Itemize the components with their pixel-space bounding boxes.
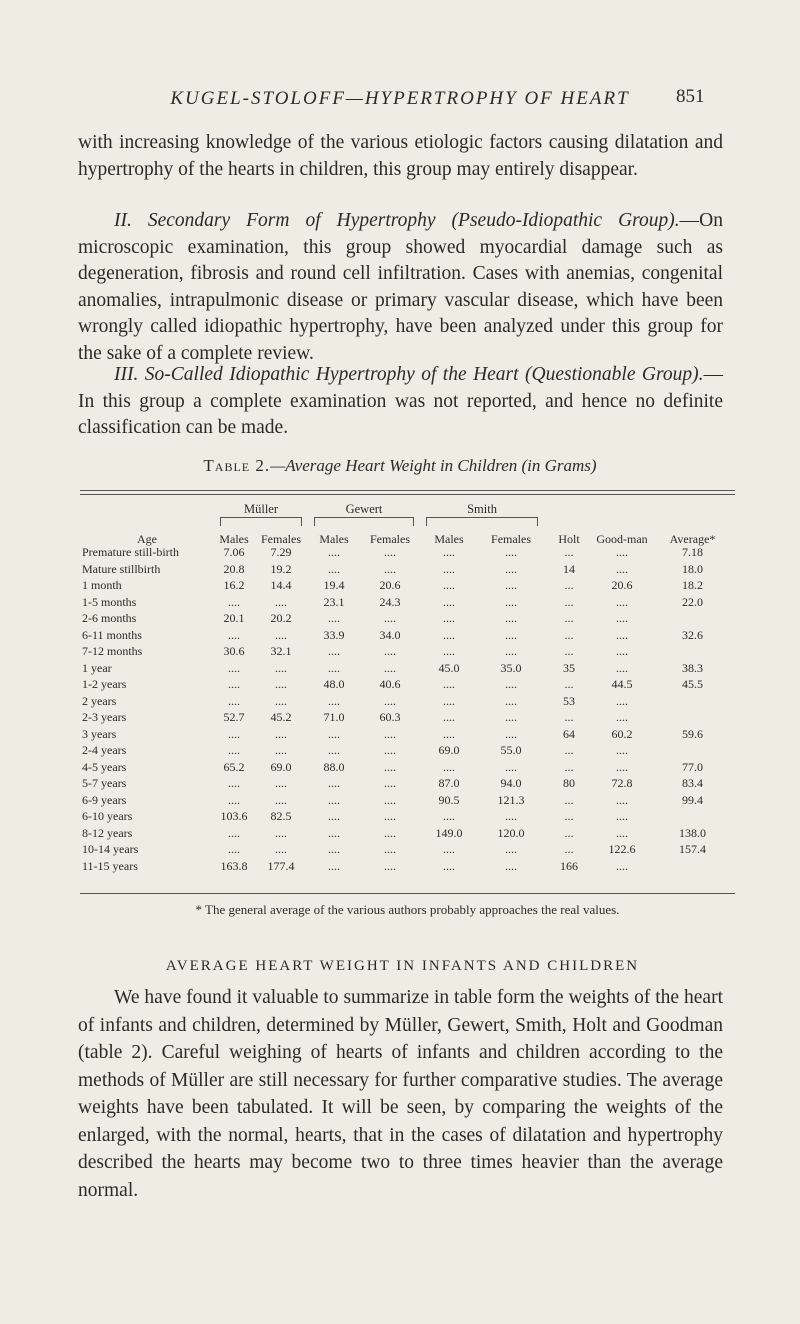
value-cell: ....	[505, 578, 518, 592]
group-brace	[426, 517, 538, 526]
table-footnote: * The general average of the various authors probably approaches the real values.	[195, 902, 620, 917]
value-cell: 19.2	[270, 561, 292, 576]
value-cell: 163.8	[220, 858, 248, 873]
age-cell: 2-6 months	[82, 611, 137, 625]
column-header: Holt	[558, 532, 580, 546]
age-cell: 6-9 years	[82, 792, 127, 807]
table-row	[80, 546, 735, 563]
value-cell: 88.0	[323, 759, 345, 774]
value-cell: ....	[384, 776, 396, 790]
table-row	[80, 744, 735, 761]
value-cell: ....	[616, 693, 629, 708]
value-cell: ....	[228, 693, 240, 708]
value-cell: ....	[505, 594, 518, 609]
value-cell: 157.4	[679, 842, 707, 856]
value-cell: ....	[384, 858, 396, 873]
column-header: Good-man	[596, 532, 648, 546]
value-cell: ....	[328, 644, 340, 658]
value-cell: ....	[616, 627, 629, 642]
value-cell: ....	[384, 825, 396, 840]
value-cell: ....	[228, 594, 240, 609]
value-cell: 18.2	[682, 578, 704, 592]
value-cell: ....	[505, 693, 518, 708]
value-cell: 77.0	[682, 759, 704, 774]
age-cell: 4-5 years	[82, 759, 127, 774]
table-row	[80, 563, 735, 580]
value-cell: ....	[275, 627, 287, 642]
group-smith-label: Smith	[467, 502, 497, 516]
value-cell: ....	[275, 743, 287, 757]
value-cell: 20.8	[223, 561, 245, 576]
age-cell: 11-15 years	[82, 858, 138, 873]
age-cell: 6-11 months	[82, 627, 142, 642]
value-cell: ....	[505, 561, 518, 576]
value-cell: ...	[564, 710, 574, 724]
value-cell: ...	[564, 677, 574, 691]
table-row	[80, 629, 735, 646]
value-cell: ....	[275, 776, 287, 790]
value-cell: ....	[228, 825, 240, 840]
value-cell: 83.4	[682, 776, 704, 790]
value-cell: ....	[505, 726, 518, 741]
value-cell: ....	[443, 594, 456, 609]
group-head-gewert	[308, 500, 420, 526]
value-cell: 60.3	[379, 710, 401, 724]
value-cell: ....	[384, 545, 396, 559]
age-cell: 2-3 years	[82, 710, 127, 724]
age-cell: 7-12 months	[82, 644, 143, 658]
value-cell: ....	[384, 759, 396, 774]
value-cell: ...	[564, 842, 574, 856]
value-cell: 80	[563, 776, 576, 790]
value-cell: ....	[384, 693, 396, 708]
value-cell: 94.0	[500, 776, 522, 790]
table-row	[80, 662, 735, 679]
value-cell: ....	[228, 627, 240, 642]
column-header: Average*	[669, 532, 716, 546]
value-cell	[650, 860, 735, 877]
value-cell: ....	[443, 644, 456, 658]
value-cell: 38.3	[682, 660, 704, 675]
value-cell: 45.2	[270, 710, 292, 724]
value-cell: 35	[563, 660, 576, 675]
paragraph-3-body: —In this group a complete examination was not reported, and hence no definite classification can be made.	[78, 364, 723, 438]
value-cell: ....	[443, 858, 456, 873]
value-cell: 22.0	[682, 594, 704, 609]
value-cell: ....	[328, 693, 340, 708]
value-cell: 138.0	[679, 825, 707, 840]
group-muller-label: Müller	[243, 502, 279, 516]
value-cell: ....	[328, 792, 340, 807]
table-row	[80, 728, 735, 745]
value-cell: 69.0	[438, 743, 460, 757]
age-cell: 2 years	[82, 693, 117, 708]
heart-weight-table	[80, 500, 735, 876]
value-cell: ....	[275, 693, 287, 708]
value-cell: 45.5	[682, 677, 704, 691]
value-cell: ....	[505, 858, 518, 873]
table-row	[80, 794, 735, 811]
value-cell: ...	[564, 644, 574, 658]
value-cell: ...	[564, 743, 574, 757]
value-cell: ....	[328, 743, 340, 757]
value-cell: 33.9	[323, 627, 345, 642]
value-cell: ....	[384, 561, 396, 576]
value-cell: ...	[564, 594, 574, 609]
age-cell: Mature stillbirth	[82, 561, 161, 576]
value-cell: 52.7	[223, 710, 245, 724]
value-cell: ....	[275, 594, 287, 609]
value-cell	[650, 744, 735, 761]
age-cell: 1 year	[82, 660, 112, 675]
value-cell: ....	[328, 611, 340, 625]
running-head: KUGEL-STOLOFF—HYPERTROPHY OF HEART	[170, 88, 630, 109]
value-cell: 7.18	[682, 545, 704, 559]
group-head-muller	[214, 500, 308, 526]
value-cell: ....	[616, 825, 629, 840]
value-cell: ....	[384, 660, 396, 675]
value-cell: ....	[616, 743, 629, 757]
value-cell: ....	[505, 677, 518, 691]
table-title	[80, 456, 720, 476]
value-cell: ....	[505, 545, 518, 559]
value-cell: ....	[384, 842, 396, 856]
age-cell: 6-10 years	[82, 809, 133, 823]
value-cell: 23.1	[323, 594, 345, 609]
value-cell: ....	[328, 545, 340, 559]
value-cell: 82.5	[270, 809, 292, 823]
table-top-rule	[80, 490, 735, 491]
age-cell: 8-12 years	[82, 825, 133, 840]
table-top-rule-2	[80, 494, 735, 495]
value-cell: ....	[443, 545, 456, 559]
value-cell: 35.0	[500, 660, 522, 675]
value-cell: 24.3	[379, 594, 401, 609]
paragraph-3-heading: III. So-Called Idiopathic Hypertrophy of the Heart (Questionable Group).	[114, 364, 704, 385]
value-cell: 103.6	[220, 809, 248, 823]
value-cell: ....	[616, 594, 629, 609]
age-cell: 1-2 years	[82, 677, 127, 691]
value-cell: ....	[443, 842, 456, 856]
column-header: Females	[370, 532, 410, 546]
value-cell: ....	[443, 693, 456, 708]
paragraph-2-text	[78, 208, 723, 367]
group-head-smith	[420, 500, 544, 526]
value-cell: ....	[616, 858, 629, 873]
blank-head	[80, 500, 214, 526]
group-brace	[314, 517, 414, 526]
value-cell: ....	[328, 809, 340, 823]
paragraph-3	[78, 362, 723, 442]
value-cell: ....	[616, 545, 629, 559]
value-cell: 177.4	[267, 858, 295, 873]
age-cell: 5-7 years	[82, 776, 127, 790]
column-header: Females	[491, 532, 532, 546]
value-cell: ....	[616, 809, 629, 823]
value-cell: 7.06	[223, 545, 245, 559]
value-cell: ....	[228, 776, 240, 790]
value-cell: ....	[275, 842, 287, 856]
value-cell: 32.6	[682, 627, 704, 642]
table-row	[80, 777, 735, 794]
paragraph-4-text: We have found it valuable to summarize in table form the weights of the heart of infants and children, determined by Müller, Gewert, Smith, Holt and Goodman (table 2). Careful weighing of hearts of infants and children according to the methods of Müller are still necessary for further comparative studies. The average weights have been tabulated. It will be seen, by comparing the weights of the enlarged, with the normal, hearts, that in the cases of dilatation and hypertrophy described the hearts may become two to three times heavier than the average normal.	[78, 987, 723, 1201]
value-cell: ....	[505, 842, 518, 856]
value-cell: ....	[443, 578, 456, 592]
value-cell: ....	[328, 776, 340, 790]
value-cell: 18.0	[682, 561, 704, 576]
table-row	[80, 695, 735, 712]
table-row	[80, 843, 735, 860]
age-cell: 2-4 years	[82, 743, 127, 757]
value-cell: ....	[505, 759, 518, 774]
value-cell: 20.6	[611, 578, 633, 592]
value-cell	[650, 695, 735, 712]
value-cell: ....	[275, 660, 287, 675]
age-cell: 3 years	[82, 726, 117, 741]
value-cell: ....	[505, 627, 518, 642]
value-cell: ....	[443, 710, 456, 724]
paragraph-4	[78, 984, 723, 1204]
table-row	[80, 860, 735, 877]
value-cell: ....	[275, 726, 287, 741]
value-cell: 20.1	[223, 611, 245, 625]
value-cell: ....	[384, 792, 396, 807]
value-cell: 149.0	[435, 825, 463, 840]
value-cell: 45.0	[438, 660, 460, 675]
value-cell: ....	[384, 743, 396, 757]
table-row	[80, 596, 735, 613]
value-cell: ....	[328, 858, 340, 873]
value-cell: ....	[228, 677, 240, 691]
value-cell: ...	[564, 545, 574, 559]
value-cell: ....	[384, 644, 396, 658]
value-cell: ....	[384, 726, 396, 741]
value-cell: ....	[384, 809, 396, 823]
table-row	[80, 579, 735, 596]
group-gewert-label: Gewert	[345, 502, 383, 516]
value-cell: ...	[564, 825, 574, 840]
value-cell: ....	[443, 677, 456, 691]
value-cell: ....	[443, 759, 456, 774]
value-cell: ...	[564, 611, 574, 625]
value-cell: ....	[616, 561, 629, 576]
value-cell: ....	[228, 743, 240, 757]
value-cell: 60.2	[611, 726, 633, 741]
table-row	[80, 678, 735, 695]
blank-head	[594, 500, 650, 526]
value-cell: 166	[560, 858, 579, 873]
group-brace	[220, 517, 302, 526]
paragraph-2-heading: II. Secondary Form of Hypertrophy (Pseudo-Idiopathic Group).	[114, 210, 680, 231]
value-cell: ....	[616, 660, 629, 675]
value-cell: 40.6	[379, 677, 401, 691]
table-row	[80, 827, 735, 844]
value-cell: ....	[616, 792, 629, 807]
value-cell: ....	[228, 726, 240, 741]
value-cell: ...	[564, 792, 574, 807]
age-cell: Premature still-birth	[82, 545, 179, 559]
value-cell: 120.0	[497, 825, 525, 840]
paragraph-1	[78, 130, 723, 183]
value-cell: ....	[275, 825, 287, 840]
paragraph-2-body: —On microscopic examination, this group showed myocardial damage such as degeneration, fibrosis and round cell infiltration. Cases with anemias, congenital anomalies, intrapulmonic disease or primary vascular disease, which have been wrongly called idiopathic hypertrophy, have been analyzed under this group for the sake of a complete review.	[78, 210, 723, 364]
column-header: Males	[434, 532, 464, 546]
table-row	[80, 612, 735, 629]
value-cell: ....	[275, 792, 287, 807]
value-cell: ....	[443, 611, 456, 625]
value-cell: 53	[563, 693, 576, 708]
table-row	[80, 810, 735, 827]
value-cell: 122.6	[608, 842, 636, 856]
table-row	[80, 711, 735, 728]
value-cell	[650, 711, 735, 728]
column-header: Males	[319, 532, 349, 546]
age-cell: 1-5 months	[82, 594, 137, 609]
value-cell: ....	[616, 644, 629, 658]
value-cell: ....	[328, 825, 340, 840]
value-cell	[650, 612, 735, 629]
table-label: Table 2.	[203, 456, 271, 475]
blank-head	[650, 500, 735, 526]
value-cell: 20.2	[270, 611, 292, 625]
blank-head	[544, 500, 594, 526]
value-cell: 20.6	[379, 578, 401, 592]
value-cell: ....	[505, 809, 518, 823]
value-cell: ....	[228, 660, 240, 675]
page-number: 851	[676, 86, 705, 107]
table-row	[80, 645, 735, 662]
value-cell: ....	[505, 611, 518, 625]
value-cell: 7.29	[270, 545, 292, 559]
value-cell: ...	[564, 578, 574, 592]
value-cell: 30.6	[223, 644, 245, 658]
table-bottom-rule	[80, 893, 735, 894]
value-cell: ....	[275, 677, 287, 691]
value-cell: 87.0	[438, 776, 460, 790]
value-cell: 44.5	[611, 677, 633, 691]
value-cell	[650, 810, 735, 827]
value-cell: ....	[228, 842, 240, 856]
table-row	[80, 761, 735, 778]
column-header: Age	[137, 532, 157, 546]
age-cell: 10-14 years	[82, 842, 139, 856]
value-cell	[650, 645, 735, 662]
value-cell: ....	[384, 611, 396, 625]
value-cell: ....	[443, 809, 456, 823]
value-cell: 14	[563, 561, 576, 576]
paragraph-3-text	[78, 362, 723, 442]
value-cell: 64	[563, 726, 576, 741]
value-cell: ....	[328, 561, 340, 576]
value-cell: ....	[443, 561, 456, 576]
value-cell: ...	[564, 759, 574, 774]
section-heading: AVERAGE HEART WEIGHT IN INFANTS AND CHILDREN	[165, 958, 640, 974]
value-cell: 59.6	[682, 726, 704, 741]
value-cell: 71.0	[323, 710, 345, 724]
value-cell: ....	[328, 660, 340, 675]
value-cell: 55.0	[500, 743, 522, 757]
value-cell: 34.0	[379, 627, 401, 642]
value-cell: 32.1	[270, 644, 292, 658]
value-cell: 69.0	[270, 759, 292, 774]
value-cell: 14.4	[270, 578, 292, 592]
value-cell: ....	[443, 627, 456, 642]
value-cell: ....	[505, 644, 518, 658]
value-cell: ....	[616, 759, 629, 774]
value-cell: ....	[328, 726, 340, 741]
value-cell: ....	[443, 726, 456, 741]
value-cell: 72.8	[611, 776, 633, 790]
value-cell: 90.5	[438, 792, 460, 807]
paragraph-2	[78, 208, 723, 367]
value-cell: 16.2	[223, 578, 245, 592]
value-cell: ....	[616, 710, 629, 724]
value-cell: ....	[616, 611, 629, 625]
column-header: Females	[261, 532, 301, 546]
value-cell: 19.4	[323, 578, 345, 592]
value-cell: 65.2	[223, 759, 245, 774]
value-cell: ....	[328, 842, 340, 856]
value-cell: ....	[505, 710, 518, 724]
age-cell: 1 month	[82, 578, 122, 592]
table-caption: —Average Heart Weight in Children (in Grams)	[270, 456, 597, 475]
value-cell: 121.3	[497, 792, 525, 807]
paragraph-1-text: with increasing knowledge of the various etiologic factors causing dilatation and hypertrophy of the hearts in children, this group may entirely disappear.	[78, 132, 723, 180]
value-cell: ...	[564, 809, 574, 823]
value-cell: ....	[228, 792, 240, 807]
value-cell: ...	[564, 627, 574, 642]
column-header: Males	[219, 532, 249, 546]
value-cell: 99.4	[682, 792, 704, 807]
value-cell: 48.0	[323, 677, 345, 691]
